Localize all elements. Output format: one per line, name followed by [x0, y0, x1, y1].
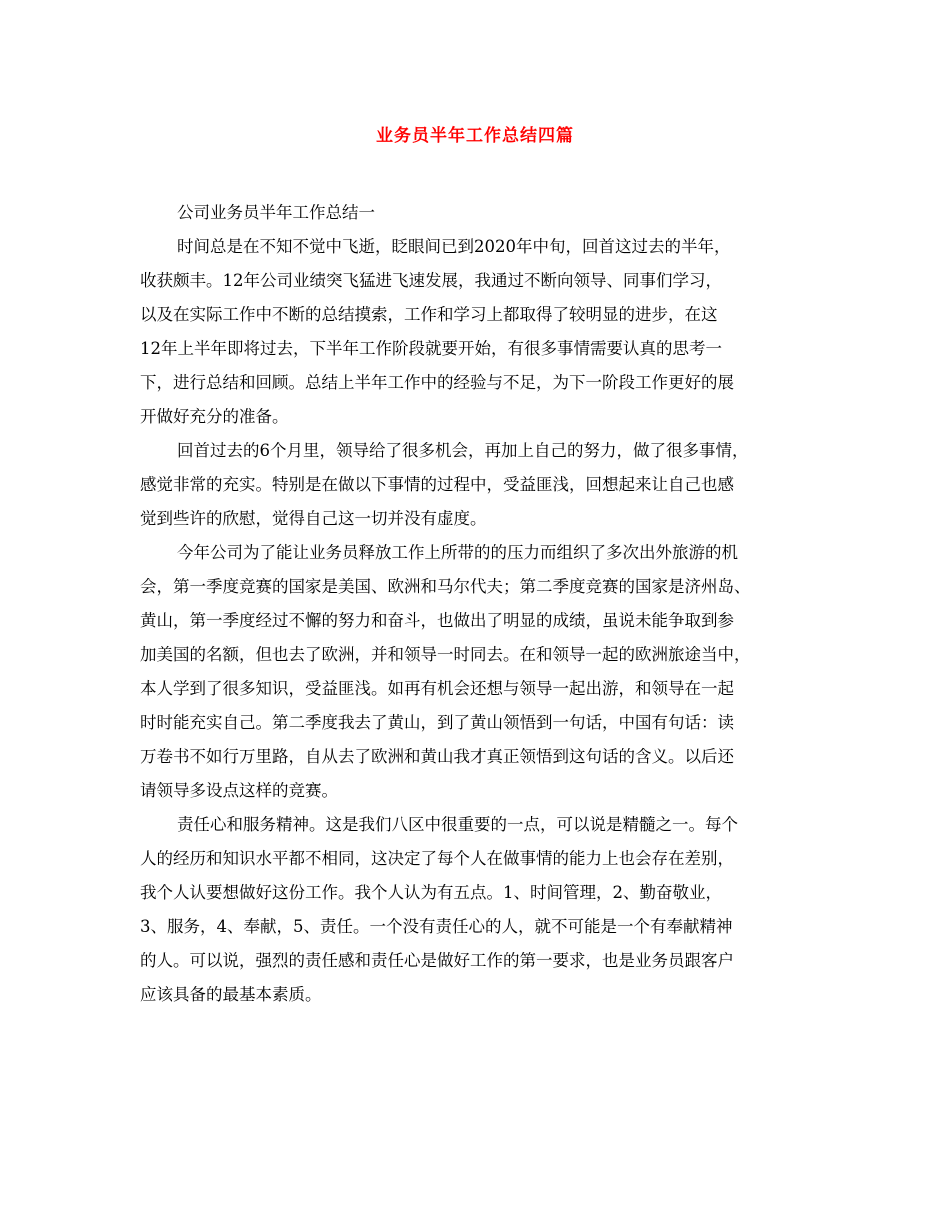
text-line: 时时能充实自己。第二季度我去了黄山，到了黄山领悟到一句话，中国有句话：读 [140, 713, 734, 732]
text-line: 觉到些许的欣慰，觉得自己这一切并没有虚度。 [140, 509, 487, 528]
text-line: 请领导多设点这样的竞赛。 [140, 781, 338, 800]
text-line: 应该具备的最基本素质。 [140, 985, 322, 1004]
text-line: 会，第一季度竞赛的国家是美国、欧洲和马尔代夫；第二季度竞赛的国家是济州岛、 [140, 577, 751, 596]
text-line: 公司业务员半年工作总结一 [177, 203, 375, 222]
text-line: 加美国的名额，但也去了欧洲，并和领导一时同去。在和领导一起的欧洲旅途当中， [140, 645, 751, 664]
document-title: 业务员半年工作总结四篇 [376, 126, 574, 146]
text-line: 以及在实际工作中不断的总结摸索，工作和学习上都取得了较明显的进步，在这 [140, 305, 718, 324]
text-line: 时间总是在不知不觉中飞逝，眨眼间已到2020年中旬，回首这过去的半年， [177, 237, 731, 256]
text-line: 感觉非常的充实。特别是在做以下事情的过程中，受益匪浅，回想起来让自己也感 [140, 475, 734, 494]
text-line: 黄山，第一季度经过不懈的努力和奋斗，也做出了明显的成绩，虽说未能争取到参 [140, 611, 734, 630]
text-line: 人的经历和知识水平都不相同，这决定了每个人在做事情的能力上也会存在差别， [140, 849, 734, 868]
text-line: 开做好充分的准备。 [140, 407, 289, 426]
text-line: 本人学到了很多知识，受益匪浅。如再有机会还想与领导一起出游，和领导在一起 [140, 679, 734, 698]
document-body [140, 196, 820, 1012]
text-line: 的人。可以说，强烈的责任感和责任心是做好工作的第一要求，也是业务员跟客户 [140, 951, 734, 970]
text-line: 下，进行总结和回顾。总结上半年工作中的经验与不足，为下一阶段工作更好的展 [140, 373, 734, 392]
text-line: 今年公司为了能让业务员释放工作上所带的的压力而组织了多次出外旅游的机 [177, 543, 738, 562]
text-line: 3、服务，4、奉献，5、责任。一个没有责任心的人，就不可能是一个有奉献精神 [140, 917, 733, 936]
text-line: 万卷书不如行万里路，自从去了欧洲和黄山我才真正领悟到这句话的含义。以后还 [140, 747, 734, 766]
text-line: 回首过去的6个月里，领导给了很多机会，再加上自己的努力，做了很多事情， [177, 441, 749, 460]
text-line: 我个人认要想做好这份工作。我个人认为有五点。1、时间管理，2、勤奋敬业， [140, 883, 722, 902]
text-line: 责任心和服务精神。这是我们八区中很重要的一点，可以说是精髓之一。每个 [177, 815, 738, 834]
text-line: 12年上半年即将过去，下半年工作阶段就要开始，有很多事情需要认真的思考一 [140, 339, 722, 358]
text-line: 收获颇丰。12年公司业绩突飞猛进飞速发展，我通过不断向领导、同事们学习， [140, 271, 722, 290]
